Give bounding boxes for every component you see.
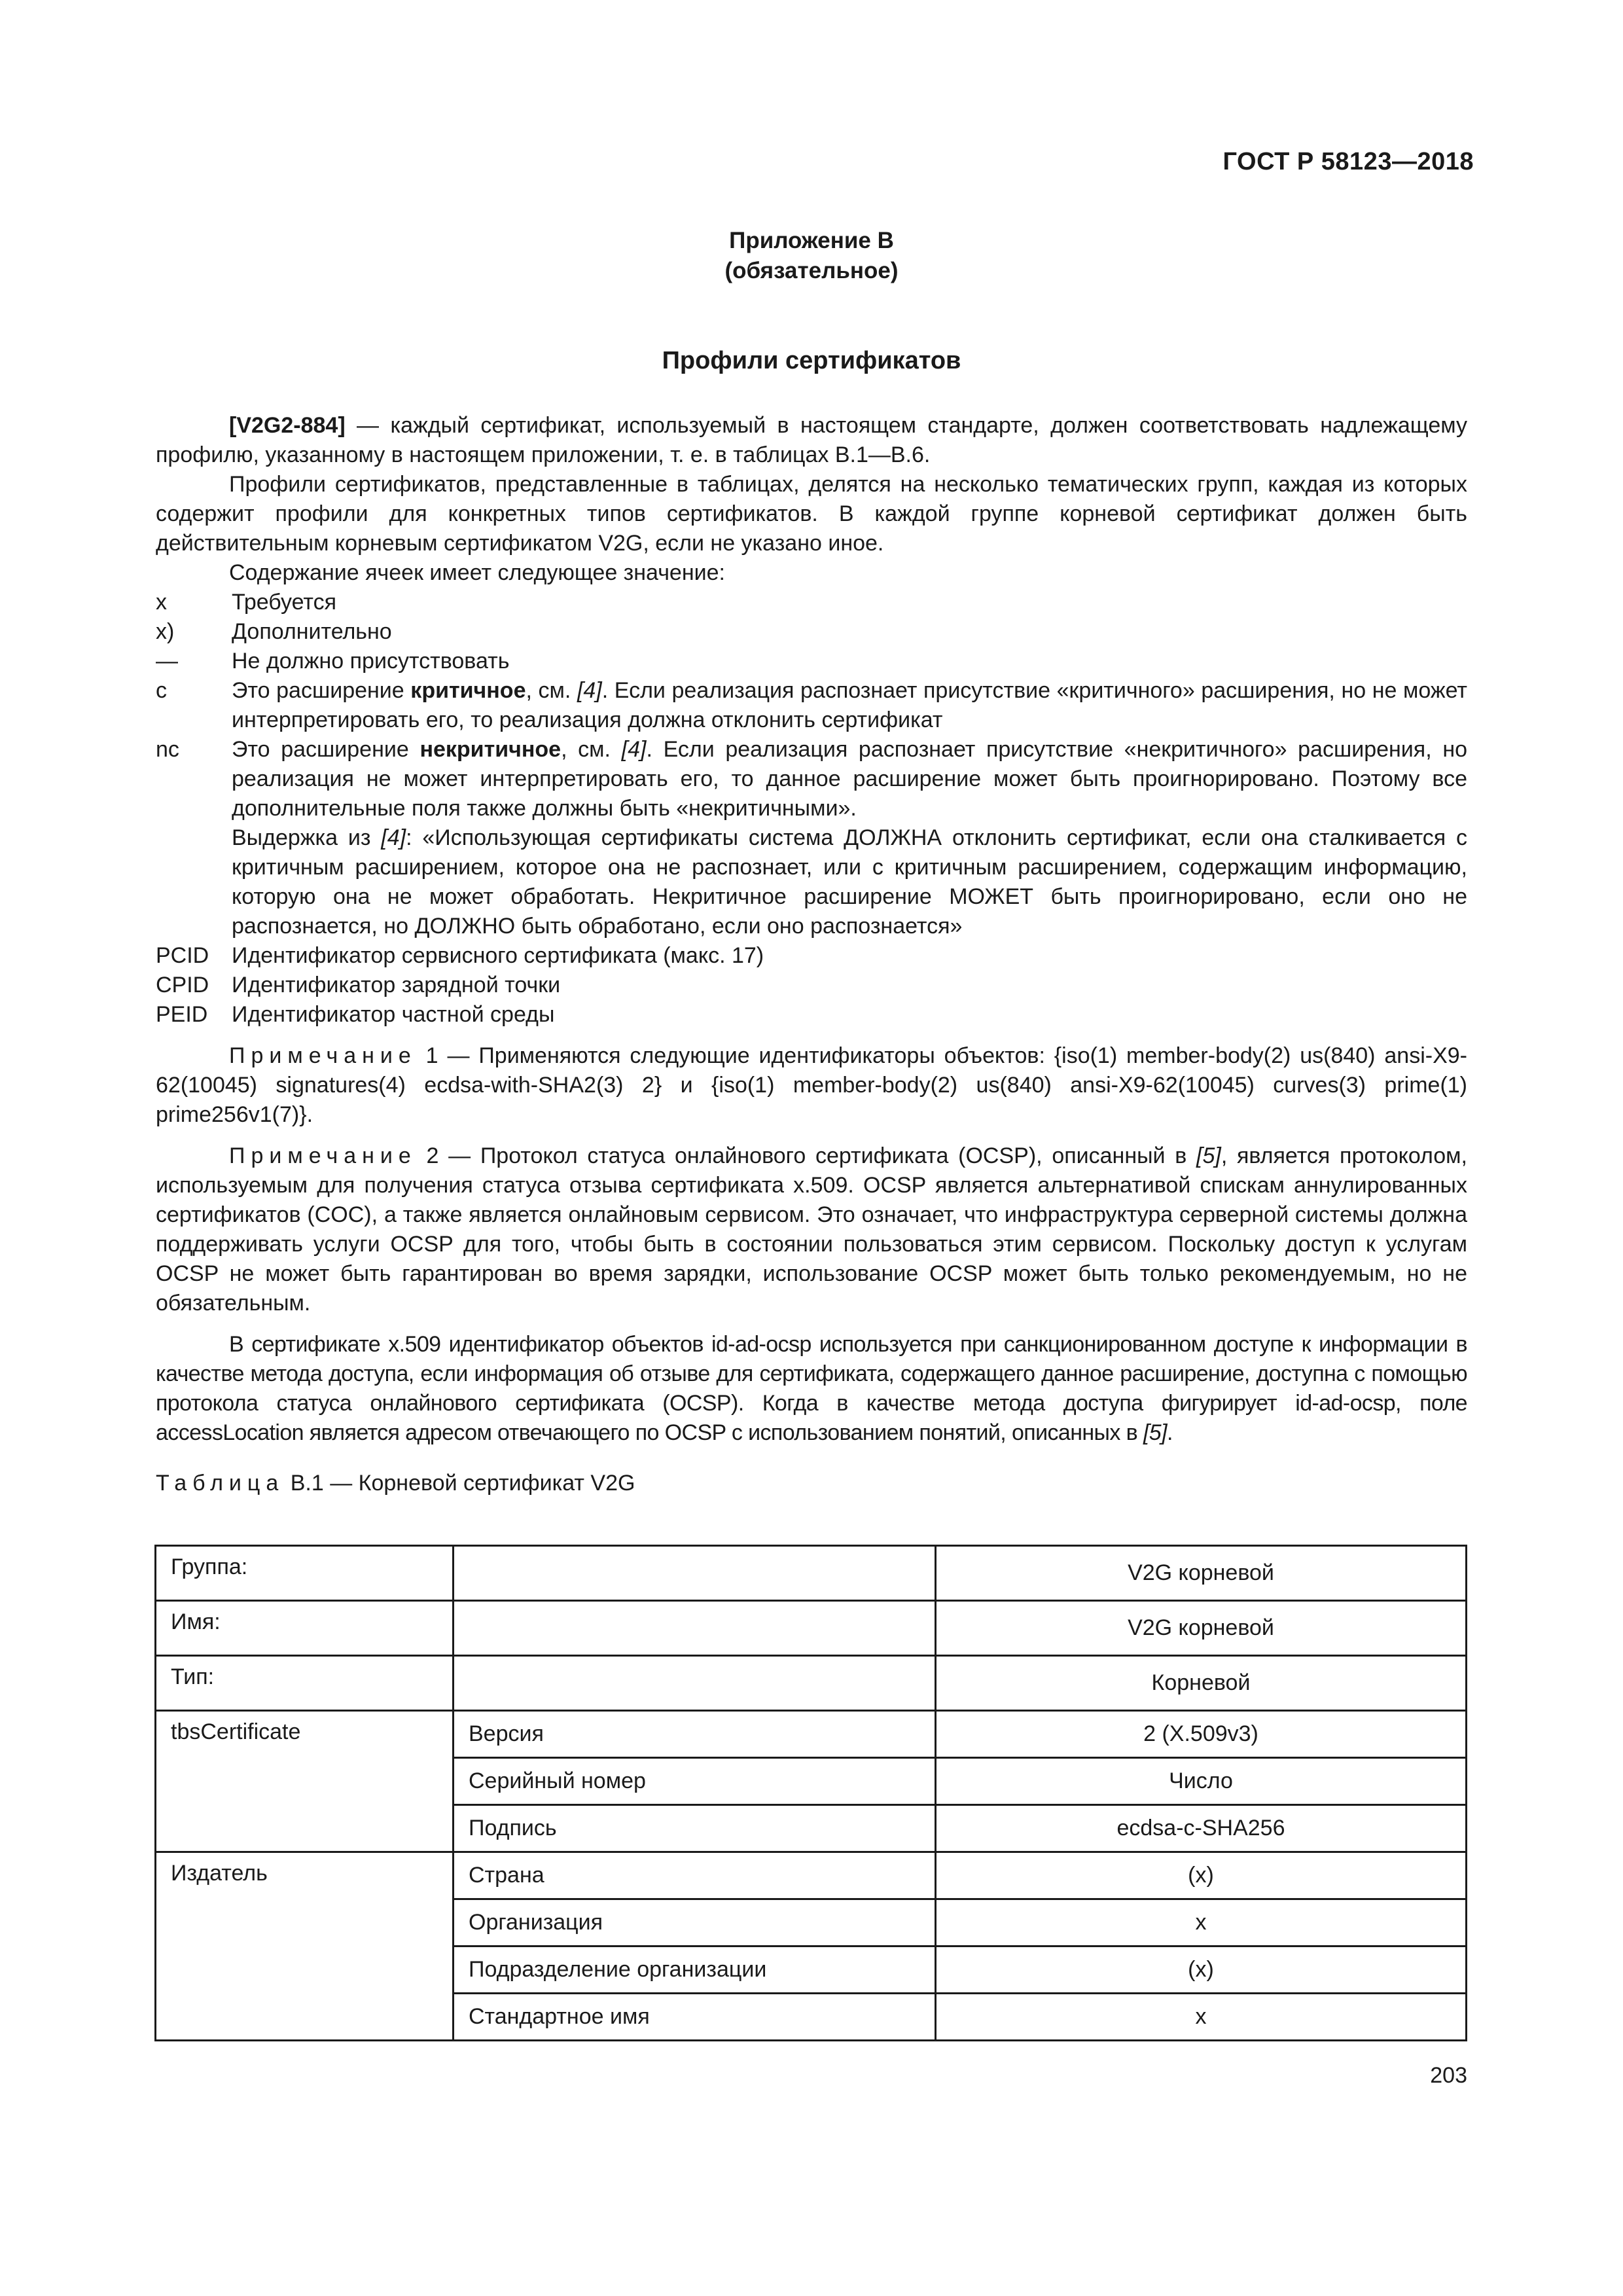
row-label: Издатель <box>156 1852 454 2041</box>
ocsp-paragraph: В сертификате x.509 идентификатор объектов id-ad-ocsp используется при санкционированном доступе к информации в качестве метода доступа, если информация об отзыве для сертификата, содержащего данное расширение, доступна с помощью протокола статуса онлайнового сертификата (OCSP). Когда в качестве метода доступа фигурирует id-ad-ocsp, поле accessLocation является адресом отвечающего по OCSP с использованием понятий, описанных в [5]. <box>156 1332 1467 1445</box>
row-field <box>454 1546 936 1601</box>
row-value: x <box>936 1899 1467 1946</box>
table-row <box>156 1546 1467 1601</box>
legend-item: c Это расширение критичное, см. [4]. Если реализация распознает присутствие «критичного» расширения, но не может интерпретировать его, то реализация должна отклонить сертификат <box>156 678 1467 732</box>
row-field <box>454 1601 936 1656</box>
row-field <box>454 1656 936 1711</box>
legend-excerpt: Выдержка из [4]: «Использующая сертификаты система ДОЛЖНА отклонить сертификат, если она сталкивается с критичным расширением, которое она не распознает, или с критичным расширением, содержащим информацию, которую она не может обработать. Некритичное расширение МОЖЕТ быть проигнорировано, если оно не распознается, но ДОЛЖНО быть обработано, если оно распознается» <box>232 825 1467 939</box>
requirement-text: — каждый сертификат, используемый в настоящем стандарте, должен соответствовать надлежащему профилю, указанному в настоящем приложении, т. е. в таблицах В.1—В.6. <box>156 413 1467 467</box>
legend-item: PEID Идентификатор частной среды <box>156 1002 555 1027</box>
row-field: Страна <box>454 1852 936 1899</box>
page-number: 203 <box>1430 2063 1467 2088</box>
row-field: Версия <box>454 1711 936 1758</box>
row-label: tbsCertificate <box>156 1711 454 1852</box>
row-label: Имя: <box>156 1601 454 1656</box>
table-caption: Таблица В.1 — Корневой сертификат V2G <box>156 1471 635 1496</box>
groups-paragraph: Профили сертификатов, представленные в таблицах, делятся на несколько тематических групп, каждая из которых содержит профили для конкретных типов сертификатов. В каждой группе корневой сертификат должен быть действительным корневым сертификатом V2G, если не указано иное. <box>156 472 1467 556</box>
note-2: Примечание 2 — Протокол статуса онлайнового сертификата (OCSP), описанный в [5], является протоколом, используемым для получения статуса отзыва сертификата x.509. OCSP является альтернативой спискам аннулированных сертификатов (COC), а также является онлайновым сервисом. Это означает, что инфраструктура серверной системы должна поддерживать услуги OCSP для того, чтобы быть в состоянии пользоваться этим сервисом. Поскольку доступ к услугам OCSP не может быть гарантирован во время зарядки, использование OCSP может быть только рекомендуемым, но не обязательным. <box>156 1143 1467 1316</box>
standard-header: ГОСТ Р 58123—2018 <box>1222 148 1474 175</box>
table-row <box>156 1852 1467 1899</box>
page-title: Профили сертификатов <box>662 347 961 374</box>
row-value: (x) <box>936 1946 1467 1994</box>
requirement-id: [V2G2-884] <box>229 413 346 438</box>
intro-paragraph <box>156 411 1467 470</box>
legend-item: CPID Идентификатор зарядной точки <box>156 973 561 997</box>
certificate-profile-table <box>154 1545 1467 2041</box>
row-value: V2G корневой <box>936 1601 1467 1656</box>
row-field: Стандартное имя <box>454 1994 936 2041</box>
row-field: Подпись <box>454 1805 936 1852</box>
table-row <box>156 1711 1467 1758</box>
legend-intro: Содержание ячеек имеет следующее значение: <box>229 560 725 585</box>
body-text <box>156 411 1467 1498</box>
row-value: 2 (X.509v3) <box>936 1711 1467 1758</box>
table-row <box>156 1656 1467 1711</box>
legend-item: x Требуется <box>156 590 337 615</box>
legend-item: x) Дополнительно <box>156 619 392 644</box>
row-value: ecdsa-c-SHA256 <box>936 1805 1467 1852</box>
row-label: Группа: <box>156 1546 454 1601</box>
note-1: Примечание 1 — Применяются следующие идентификаторы объектов: {iso(1) member-body(2) us(840) ansi-X9-62(10045) signatures(4) ecdsa-with-SHA2(3) 2} и {iso(1) member-body(2) us(840) ansi-X9-62(10045) curves(3) prime(1) prime256v1(7)}. <box>156 1043 1467 1127</box>
legend-item: PCID Идентификатор сервисного сертификата (макс. 17) <box>156 943 764 968</box>
legend-list <box>156 588 1467 1030</box>
row-value: Число <box>936 1758 1467 1805</box>
legend-item: nc Это расширение некритичное, см. [4]. Если реализация распознает присутствие «некритичного» расширения, но реализация не может интерпретировать его, то данное расширение может быть проигнорировано. Поэтому все дополнительные поля также должны быть «некритичными». <box>156 737 1467 821</box>
row-value: (x) <box>936 1852 1467 1899</box>
row-value: V2G корневой <box>936 1546 1467 1601</box>
row-label: Тип: <box>156 1656 454 1711</box>
legend-item: — Не должно присутствовать <box>156 649 510 673</box>
table-row <box>156 1601 1467 1656</box>
appendix-name: Приложение В <box>729 228 894 253</box>
row-field: Подразделение организации <box>454 1946 936 1994</box>
row-field: Организация <box>454 1899 936 1946</box>
row-field: Серийный номер <box>454 1758 936 1805</box>
appendix-status: (обязательное) <box>724 258 899 283</box>
row-value: Корневой <box>936 1656 1467 1711</box>
row-value: x <box>936 1994 1467 2041</box>
